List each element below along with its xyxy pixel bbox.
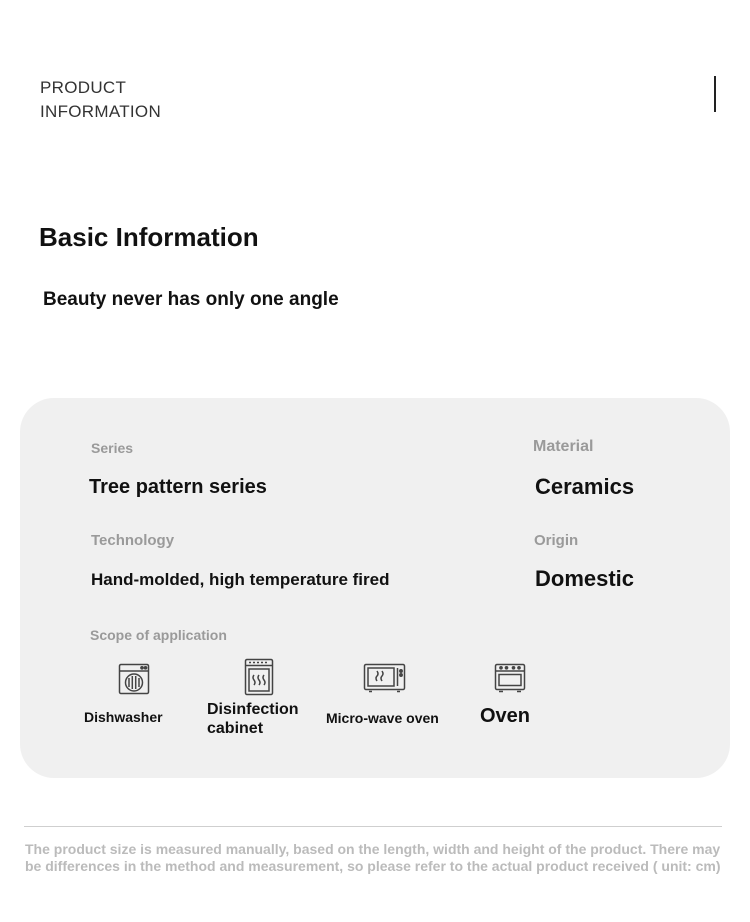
info-card bbox=[20, 398, 730, 778]
material-value: Ceramics bbox=[535, 474, 635, 499]
oven-icon bbox=[494, 663, 526, 693]
technology-label: Technology bbox=[91, 532, 175, 549]
section-subtitle: Beauty never has only one angle bbox=[43, 289, 339, 310]
dishwasher-icon bbox=[118, 663, 150, 695]
app-label-disinfection-cabinet bbox=[207, 700, 299, 738]
header-divider bbox=[714, 76, 716, 112]
section-title: Basic Information bbox=[39, 222, 259, 252]
product-information-heading bbox=[40, 76, 161, 124]
app-label-disinfection-line-1: Disinfection bbox=[207, 701, 299, 718]
app-label-microwave-oven: Micro-wave oven bbox=[326, 710, 439, 726]
heading-line-2: INFORMATION bbox=[40, 102, 162, 121]
material-label: Material bbox=[533, 438, 594, 455]
origin-label: Origin bbox=[534, 532, 579, 549]
app-label-oven: Oven bbox=[480, 705, 531, 727]
series-value: Tree pattern series bbox=[89, 476, 267, 498]
microwave-oven-icon bbox=[363, 663, 406, 693]
footer-divider bbox=[24, 826, 722, 827]
app-label-dishwasher: Dishwasher bbox=[84, 709, 163, 725]
origin-value: Domestic bbox=[535, 566, 635, 591]
series-label: Series bbox=[91, 440, 134, 456]
disinfection-cabinet-icon bbox=[244, 658, 274, 696]
measurement-note: The product size is measured manually, based on the length, width and height of the product. There may be differences in the method and measurement, so please refer to the actual product received ( unit: cm) bbox=[25, 841, 721, 874]
technology-value: Hand-molded, high temperature fired bbox=[91, 570, 390, 589]
heading-line-1: PRODUCT bbox=[40, 78, 127, 97]
scope-label: Scope of application bbox=[90, 627, 227, 643]
app-label-disinfection-line-2: cabinet bbox=[207, 720, 264, 737]
